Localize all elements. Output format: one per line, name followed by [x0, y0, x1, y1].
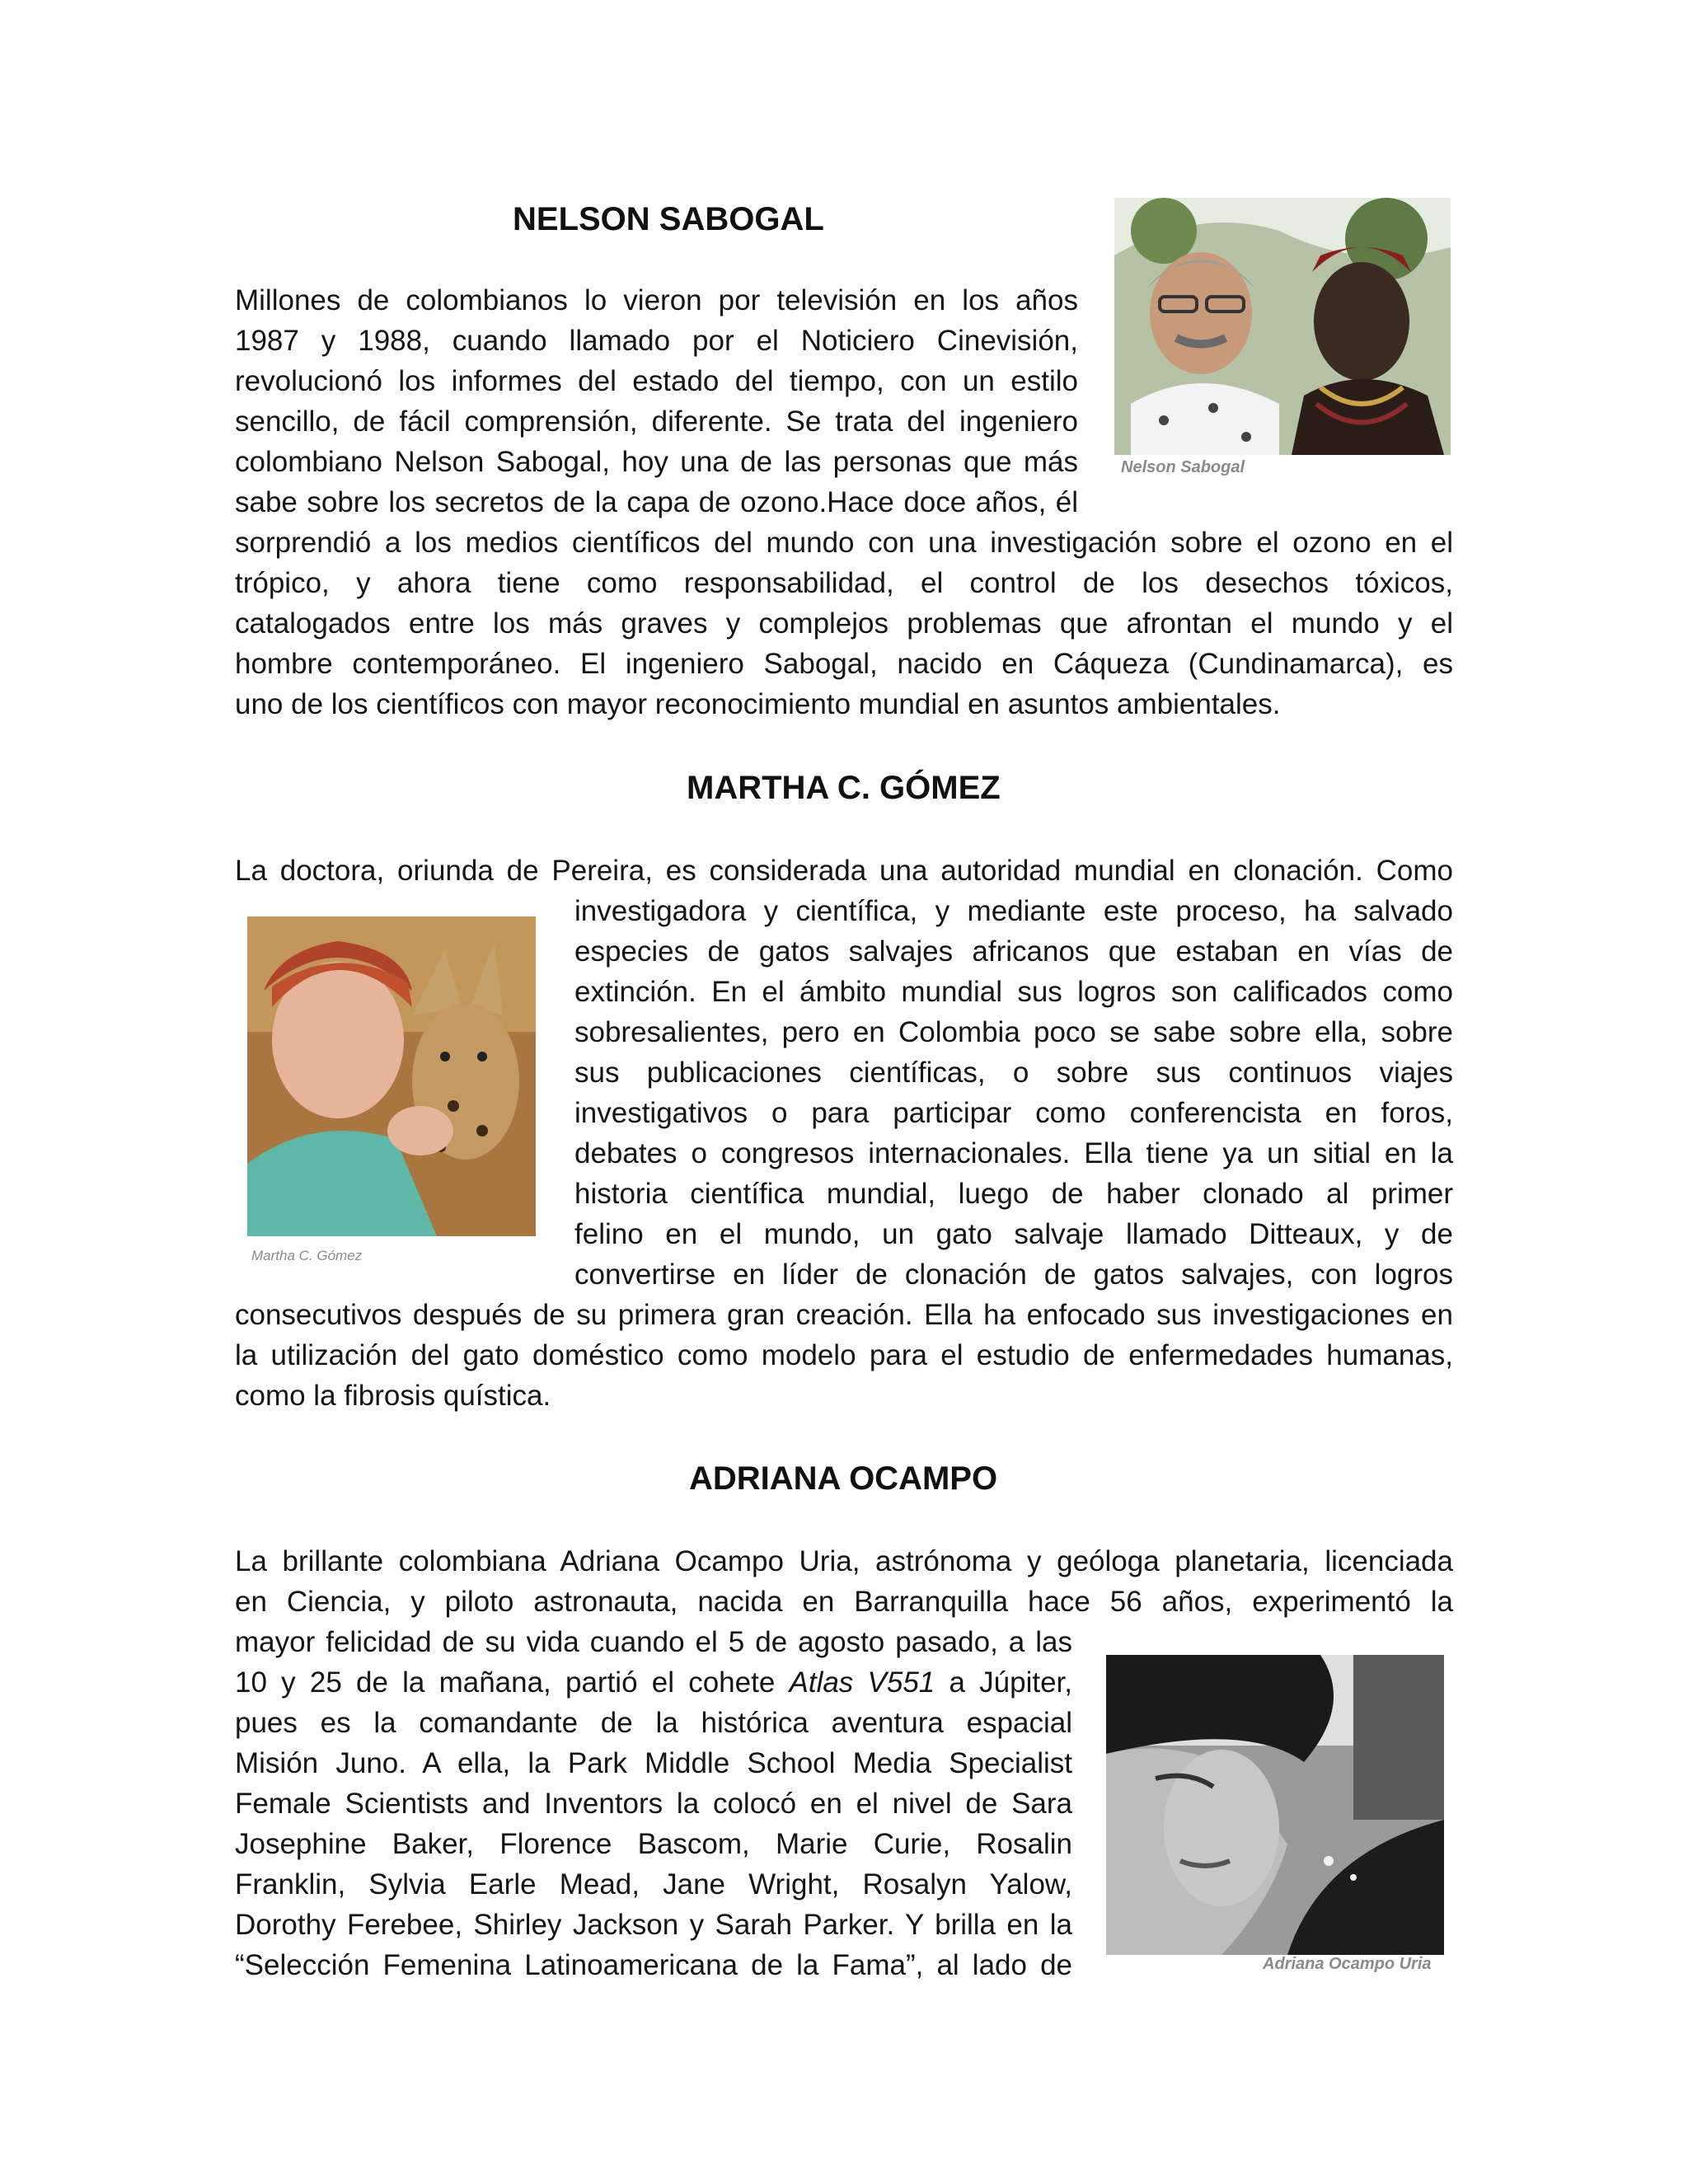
paragraph-line: consecutivos después de su primera gran creación. Ella ha enfocado sus investigaciones en: [235, 1299, 1453, 1331]
paragraph-line: convertirse en líder de clonación de gatos salvajes, con logros: [574, 1258, 1453, 1291]
launch-text-after: a Júpiter,: [935, 1666, 1072, 1699]
paragraph-line: Female Scientists and Inventors la colocó en el nivel de Sara: [235, 1788, 1072, 1820]
paragraph-line: trópico, y ahora tiene como responsabilidad, el control de los desechos tóxicos,: [235, 567, 1453, 599]
rocket-name: Atlas V551: [789, 1666, 935, 1699]
photo-nelson-sabogal: [1114, 198, 1451, 455]
paragraph-line: pues es la comandante de la histórica aventura espacial: [235, 1707, 1072, 1739]
paragraph-line: catalogados entre los más graves y complejos problemas que afrontan el mundo y el: [235, 607, 1453, 640]
photo-caption-martha-gomez: Martha C. Gómez: [251, 1248, 363, 1263]
paragraph-line: como la fibrosis quística.: [235, 1380, 551, 1412]
paragraph-line: mayor felicidad de su vida cuando el 5 de agosto pasado, a las: [235, 1626, 1072, 1658]
paragraph-line: Josephine Baker, Florence Bascom, Marie Curie, Rosalin: [235, 1828, 1072, 1860]
launch-text-before: 10 y 25 de la mañana, partió el cohete: [235, 1666, 790, 1699]
photo-adriana-ocampo-illustration: [1106, 1655, 1444, 1955]
paragraph-line: colombiano Nelson Sabogal, hoy una de las personas que más: [235, 446, 1078, 478]
paragraph-line: sencillo, de fácil comprensión, diferente. Se trata del ingeniero: [235, 405, 1078, 438]
section-title-nelson-sabogal: NELSON SABOGAL: [513, 201, 824, 237]
photo-caption-nelson-sabogal: Nelson Sabogal: [1121, 458, 1245, 476]
paragraph-line: La doctora, oriunda de Pereira, es considerada una autoridad mundial en clonación. Como: [235, 855, 1453, 887]
photo-adriana-ocampo: [1106, 1655, 1444, 1955]
paragraph-line: Dorothy Ferebee, Shirley Jackson y Sarah Parker. Y brilla en la: [235, 1909, 1072, 1941]
paragraph-line: Millones de colombianos lo vieron por televisión en los años: [235, 284, 1078, 316]
paragraph-line: sabe sobre los secretos de la capa de ozono.Hace doce años, él: [235, 486, 1078, 518]
paragraph-line: la utilización del gato doméstico como modelo para el estudio de enfermedades humanas,: [235, 1339, 1453, 1371]
photo-nelson-sabogal-illustration: [1114, 198, 1451, 455]
paragraph-line: revolucionó los informes del estado del tiempo, con un estilo: [235, 365, 1078, 397]
paragraph-line: en Ciencia, y piloto astronauta, nacida en Barranquilla hace 56 años, experimentó la: [235, 1586, 1453, 1618]
paragraph-line: “Selección Femenina Latinoamericana de la Fama”, al lado de: [235, 1949, 1072, 1981]
photo-martha-gomez: [247, 916, 536, 1236]
paragraph-line: hombre contemporáneo. El ingeniero Sabogal, nacido en Cáqueza (Cundinamarca), es: [235, 648, 1453, 680]
paragraph-line: sus publicaciones científicas, o sobre sus continuos viajes: [574, 1057, 1453, 1089]
paragraph-line: investigativos o para participar como conferencista en foros,: [574, 1097, 1453, 1129]
section-title-adriana-ocampo: ADRIANA OCAMPO: [689, 1460, 998, 1497]
paragraph-line: especies de gatos salvajes africanos que estaban en vías de: [574, 935, 1453, 968]
paragraph-line: extinción. En el ámbito mundial sus logros son calificados como: [574, 976, 1453, 1008]
paragraph-line: felino en el mundo, un gato salvaje llamado Ditteaux, y de: [574, 1218, 1453, 1250]
section-title-martha-gomez: MARTHA C. GÓMEZ: [687, 770, 1001, 806]
paragraph-line-launch: [235, 1662, 1072, 1703]
paragraph-line: uno de los científicos con mayor reconocimiento mundial en asuntos ambientales.: [235, 688, 1281, 720]
paragraph-line: debates o congresos internacionales. Ella tiene ya un sitial en la: [574, 1137, 1453, 1169]
paragraph-line: investigadora y científica, y mediante este proceso, ha salvado: [574, 895, 1453, 927]
paragraph-line: historia científica mundial, luego de haber clonado al primer: [574, 1178, 1453, 1210]
paragraph-line: 1987 y 1988, cuando llamado por el Noticiero Cinevisión,: [235, 325, 1078, 357]
paragraph-line: sorprendió a los medios científicos del mundo con una investigación sobre el ozono en el: [235, 527, 1453, 559]
paragraph-line: sobresalientes, pero en Colombia poco se sabe sobre ella, sobre: [574, 1016, 1453, 1048]
paragraph-line: Franklin, Sylvia Earle Mead, Jane Wright, Rosalyn Yalow,: [235, 1868, 1072, 1900]
paragraph-line: La brillante colombiana Adriana Ocampo Uria, astrónoma y geóloga planetaria, licenciada: [235, 1545, 1453, 1577]
photo-martha-gomez-illustration: [247, 916, 536, 1236]
photo-caption-adriana-ocampo: Adriana Ocampo Uria: [1263, 1955, 1432, 1973]
paragraph-line: Misión Juno. A ella, la Park Middle School Media Specialist: [235, 1747, 1072, 1779]
